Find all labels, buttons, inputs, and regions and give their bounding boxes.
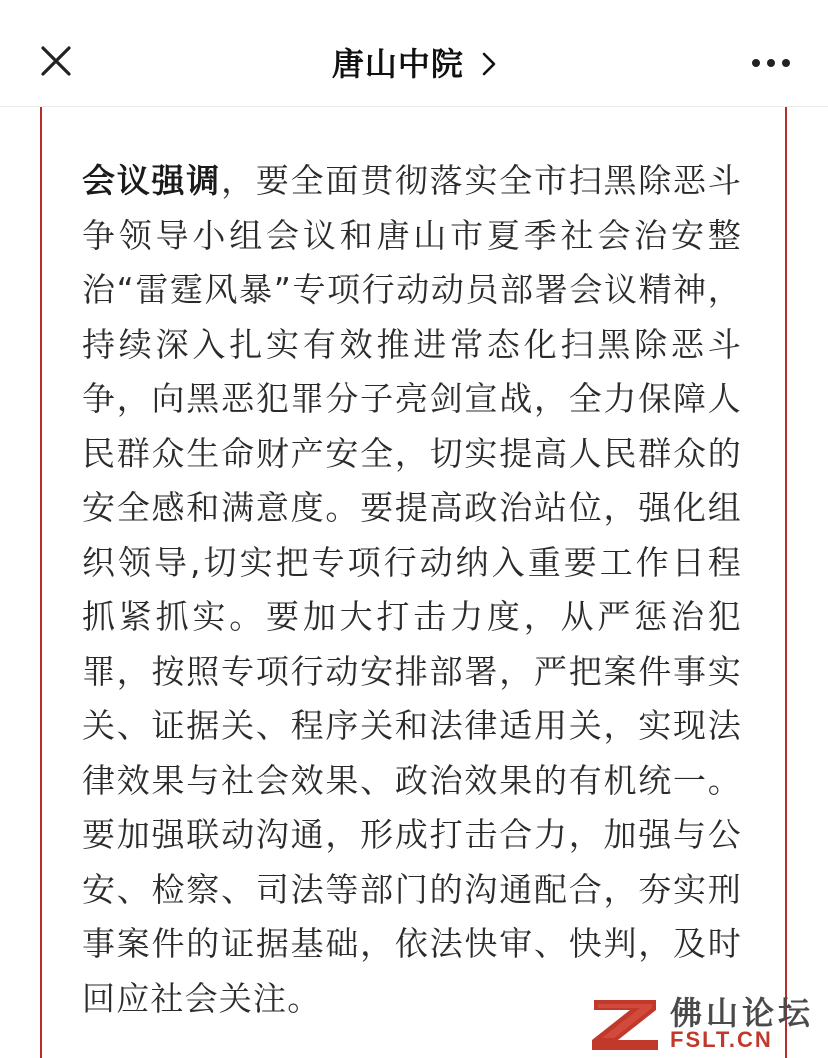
account-title-link[interactable] (0, 40, 828, 86)
top-bar (0, 0, 828, 107)
watermark-name-cn: 佛山论坛 (670, 994, 815, 1032)
chevron-right-icon (482, 51, 496, 77)
page-title: 唐山中院 (331, 45, 464, 83)
article-lead: 会议强调 (82, 161, 222, 200)
more-horizontal-icon (740, 42, 800, 82)
article-body: ，要全面贯彻落实全市扫黑除恶斗争领导小组会议和唐山市夏季社会治安整治“雷霆风暴”专项行动动员部署会议精神，持续深入扎实有效推进常态化扫黑除恶斗争，向黑恶犯罪分子亮剑宣战，全力保障人民群众生命财产安全，切实提高人民群众的安全感和满意度。要提高政治站位，强化组织领导,切实把专项行动纳入重要工作日程抓紧抓实。要加大打击力度，从严惩治犯罪，按照专项行动安排部署，严把案件事实关、证据关、程序关和法律适用关，实现法律效果与社会效果、政治效果的有机统一。要加强联动沟通，形成打击合力，加强与公安、检察、司法等部门的沟通配合，夯实刑事案件的证据基础，依法快审、快判，及时回应社会关注。 (82, 161, 743, 1018)
watermark-name-en: FSLT.CN (670, 1027, 773, 1052)
frame-border-left (40, 107, 42, 1058)
article-paragraph (82, 154, 742, 1026)
fslt-logo-icon (588, 996, 664, 1052)
frame-border-right (785, 107, 787, 1058)
forum-watermark (588, 994, 818, 1054)
more-button[interactable] (740, 42, 800, 82)
